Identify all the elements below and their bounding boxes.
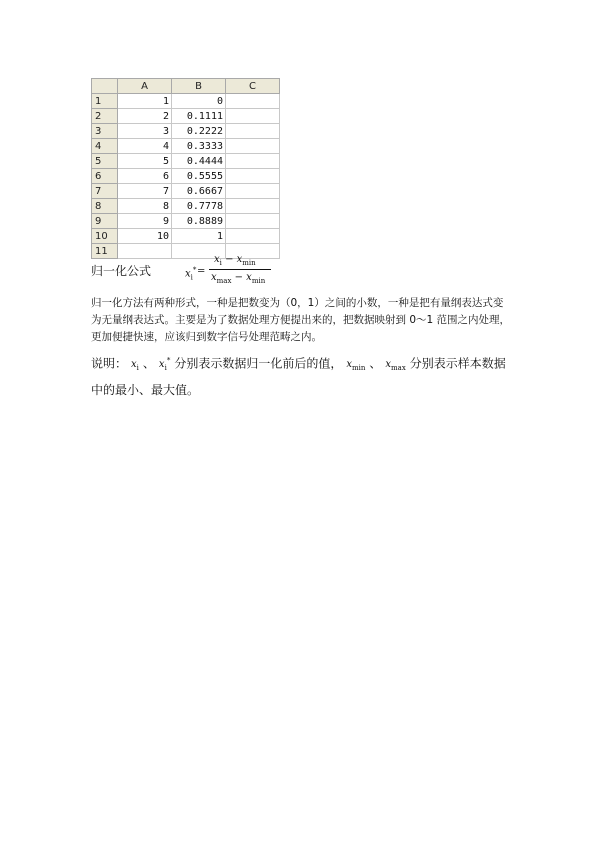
row-header[interactable]: 4 [92,139,118,154]
explanation-paragraph: 说明： $x_i$ 、 $x_i^*$ 分别表示数据归一化前后的值， $x_{min}$ 、 $x_{max}$ 分别表示样本数据中的最小、最大值。 [91,356,506,398]
sheet-row [92,154,280,169]
cell-a[interactable]: 7 [118,184,172,199]
sheet-row [92,94,280,109]
row-header[interactable]: 7 [92,184,118,199]
row-header[interactable]: 1 [92,94,118,109]
formula-numerator: $x_i - x_{min}$ [214,254,256,267]
cell-a[interactable]: 4 [118,139,172,154]
sheet-row [92,184,280,199]
cell-a[interactable]: 2 [118,109,172,124]
cell-b[interactable]: 0.1111 [172,109,226,124]
cell-a[interactable]: 9 [118,214,172,229]
cell-a[interactable]: 3 [118,124,172,139]
cell-c[interactable] [226,139,280,154]
formula-lhs: $x_i^*$ [185,266,197,282]
cell-b[interactable]: 0.2222 [172,124,226,139]
column-header-a[interactable]: A [118,79,172,94]
sheet-body [92,94,280,259]
cell-c[interactable] [226,109,280,124]
sheet-row [92,214,280,229]
row-header[interactable]: 10 [92,229,118,244]
cell-b[interactable]: 0.7778 [172,199,226,214]
cell-c[interactable] [226,94,280,109]
sheet-row [92,169,280,184]
cell-b[interactable]: 0.3333 [172,139,226,154]
column-header-row [92,79,280,94]
cell-a[interactable]: 1 [118,94,172,109]
column-header-b[interactable]: B [172,79,226,94]
row-header[interactable]: 6 [92,169,118,184]
sheet-row [92,199,280,214]
description-paragraph: 归一化方法有两种形式，一种是把数变为（0，1）之间的小数，一种是把有量纲表达式变为无量纲表达式。主要是为了数据处理方便提出来的，把数据映射到 0～1 范围之内处理，更加便捷快速，应该归到数字信号处理范畴之内。 [91,297,511,343]
formula-denominator: $x_{max} - x_{min}$ [211,272,266,285]
spreadsheet [91,78,280,259]
row-header[interactable]: 2 [92,109,118,124]
formula-equals: = [197,266,206,277]
select-all-corner[interactable] [92,79,118,94]
cell-c[interactable] [226,124,280,139]
sheet-row [92,229,280,244]
cell-c[interactable] [226,184,280,199]
row-header[interactable]: 9 [92,214,118,229]
cell-b[interactable]: 0.6667 [172,184,226,199]
cell-a[interactable] [118,244,172,259]
row-header[interactable]: 8 [92,199,118,214]
sheet-row [92,124,280,139]
cell-b[interactable]: 0.8889 [172,214,226,229]
formula-label: 归一化公式 [91,264,152,278]
column-header-c[interactable]: C [226,79,280,94]
fraction-bar [209,269,271,270]
cell-b[interactable]: 0.5555 [172,169,226,184]
sheet-row [92,109,280,124]
normalization-formula [185,253,275,289]
cell-a[interactable]: 10 [118,229,172,244]
cell-c[interactable] [226,199,280,214]
cell-c[interactable] [226,169,280,184]
row-header[interactable]: 11 [92,244,118,259]
cell-b[interactable]: 0.4444 [172,154,226,169]
cell-b[interactable]: 0 [172,94,226,109]
cell-a[interactable]: 6 [118,169,172,184]
cell-b[interactable]: 1 [172,229,226,244]
cell-c[interactable] [226,214,280,229]
cell-a[interactable]: 5 [118,154,172,169]
row-header[interactable]: 5 [92,154,118,169]
cell-c[interactable] [226,229,280,244]
sheet-row [92,139,280,154]
cell-c[interactable] [226,154,280,169]
row-header[interactable]: 3 [92,124,118,139]
cell-a[interactable]: 8 [118,199,172,214]
